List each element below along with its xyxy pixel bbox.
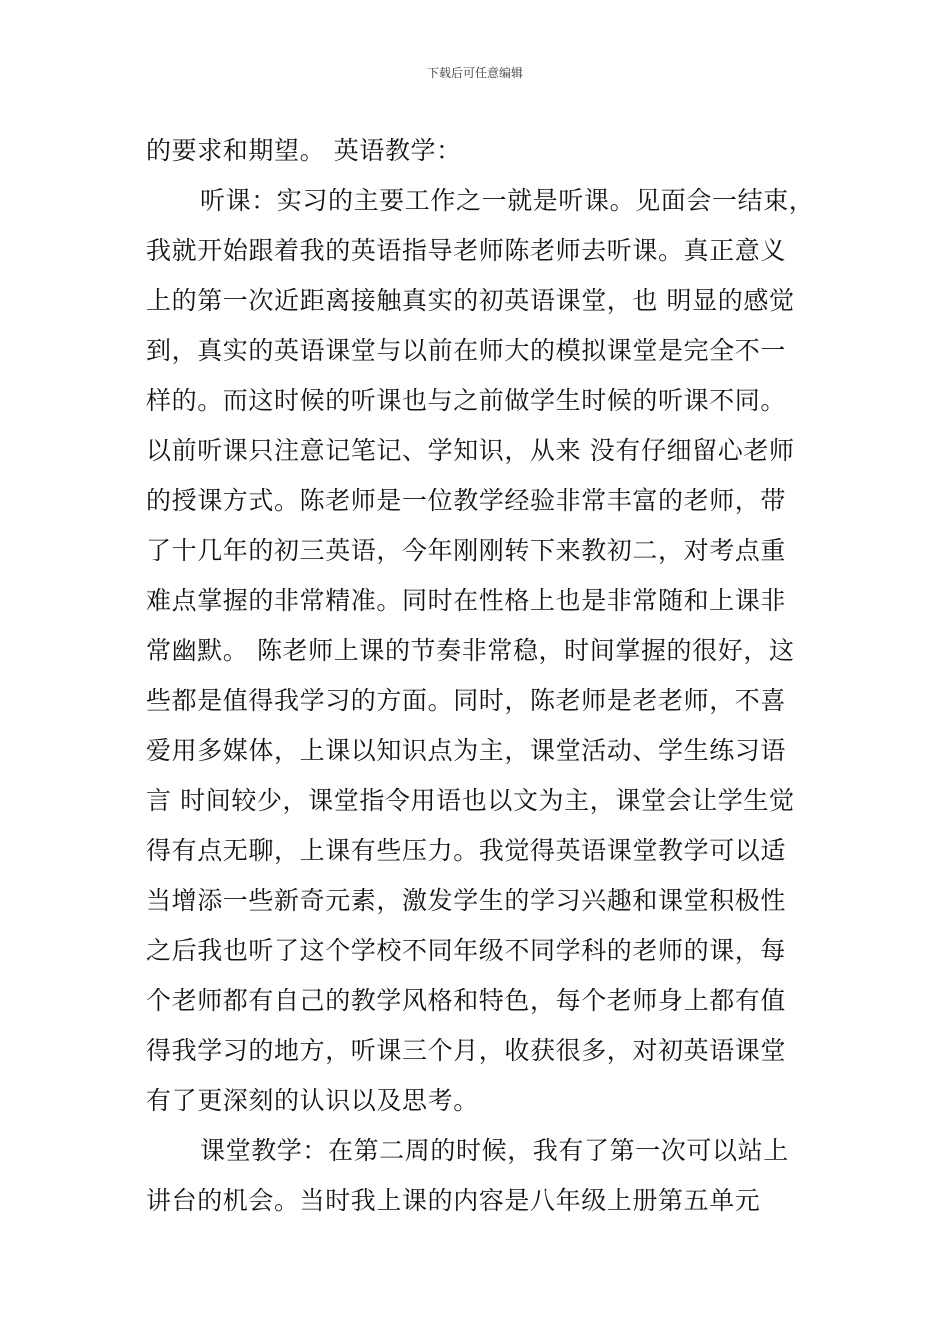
- text-line: 当增添一些新奇元素，激发学生的学习兴趣和课堂积极性: [146, 886, 787, 915]
- text-line: 些都是值得我学习的方面。同时，陈老师是老老师，不喜: [146, 686, 787, 715]
- text-line: 样的。而这时候的听课也与之前做学生时候的听课不同。: [146, 386, 787, 415]
- text-line: 以前听课只注意记笔记、学知识，从来 没有仔细留心老师: [146, 436, 795, 465]
- text-line: 有了更深刻的认识以及思考。: [146, 1086, 479, 1115]
- text-line: 个老师都有自己的教学风格和特色，每个老师身上都有值: [146, 986, 787, 1015]
- text-line: 到，真实的英语课堂与以前在师大的模拟课堂是完全不一: [146, 336, 787, 365]
- paragraph-start-line: 听课：实习的主要工作之一就是听课。见面会一结束，: [200, 186, 815, 215]
- text-line: 得有点无聊，上课有些压力。我觉得英语课堂教学可以适: [146, 836, 787, 865]
- page-header: 下载后可任意编辑: [426, 66, 523, 80]
- text-line: 常幽默。 陈老师上课的节奏非常稳，时间掌握的很好，这: [146, 636, 795, 665]
- text-line: 得我学习的地方，听课三个月，收获很多，对初英语课堂: [146, 1036, 787, 1065]
- body-text: [146, 126, 816, 1226]
- text-line: 的授课方式。陈老师是一位教学经验非常丰富的老师，带: [146, 486, 787, 515]
- text-line: 讲台的机会。当时我上课的内容是八年级上册第五单元: [146, 1186, 761, 1215]
- text-line: 之后我也听了这个学校不同年级不同学科的老师的课，每: [146, 936, 787, 965]
- text-line: 爱用多媒体，上课以知识点为主，课堂活动、学生练习语: [146, 736, 787, 765]
- text-line: 言 时间较少，课堂指令用语也以文为主，课堂会让学生觉: [146, 786, 795, 815]
- text-line: 难点掌握的非常精准。同时在性格上也是非常随和上课非: [146, 586, 787, 615]
- text-line: 了十几年的初三英语，今年刚刚转下来教初二，对考点重: [146, 536, 787, 565]
- text-line: 的要求和期望。 英语教学：: [146, 136, 462, 165]
- text-line: 上的第一次近距离接触真实的初英语课堂，也 明显的感觉: [146, 286, 795, 315]
- text-line: 我就开始跟着我的英语指导老师陈老师去听课。真正意义: [146, 236, 787, 265]
- paragraph-start-line: 课堂教学：在第二周的时候，我有了第一次可以站上: [200, 1136, 789, 1165]
